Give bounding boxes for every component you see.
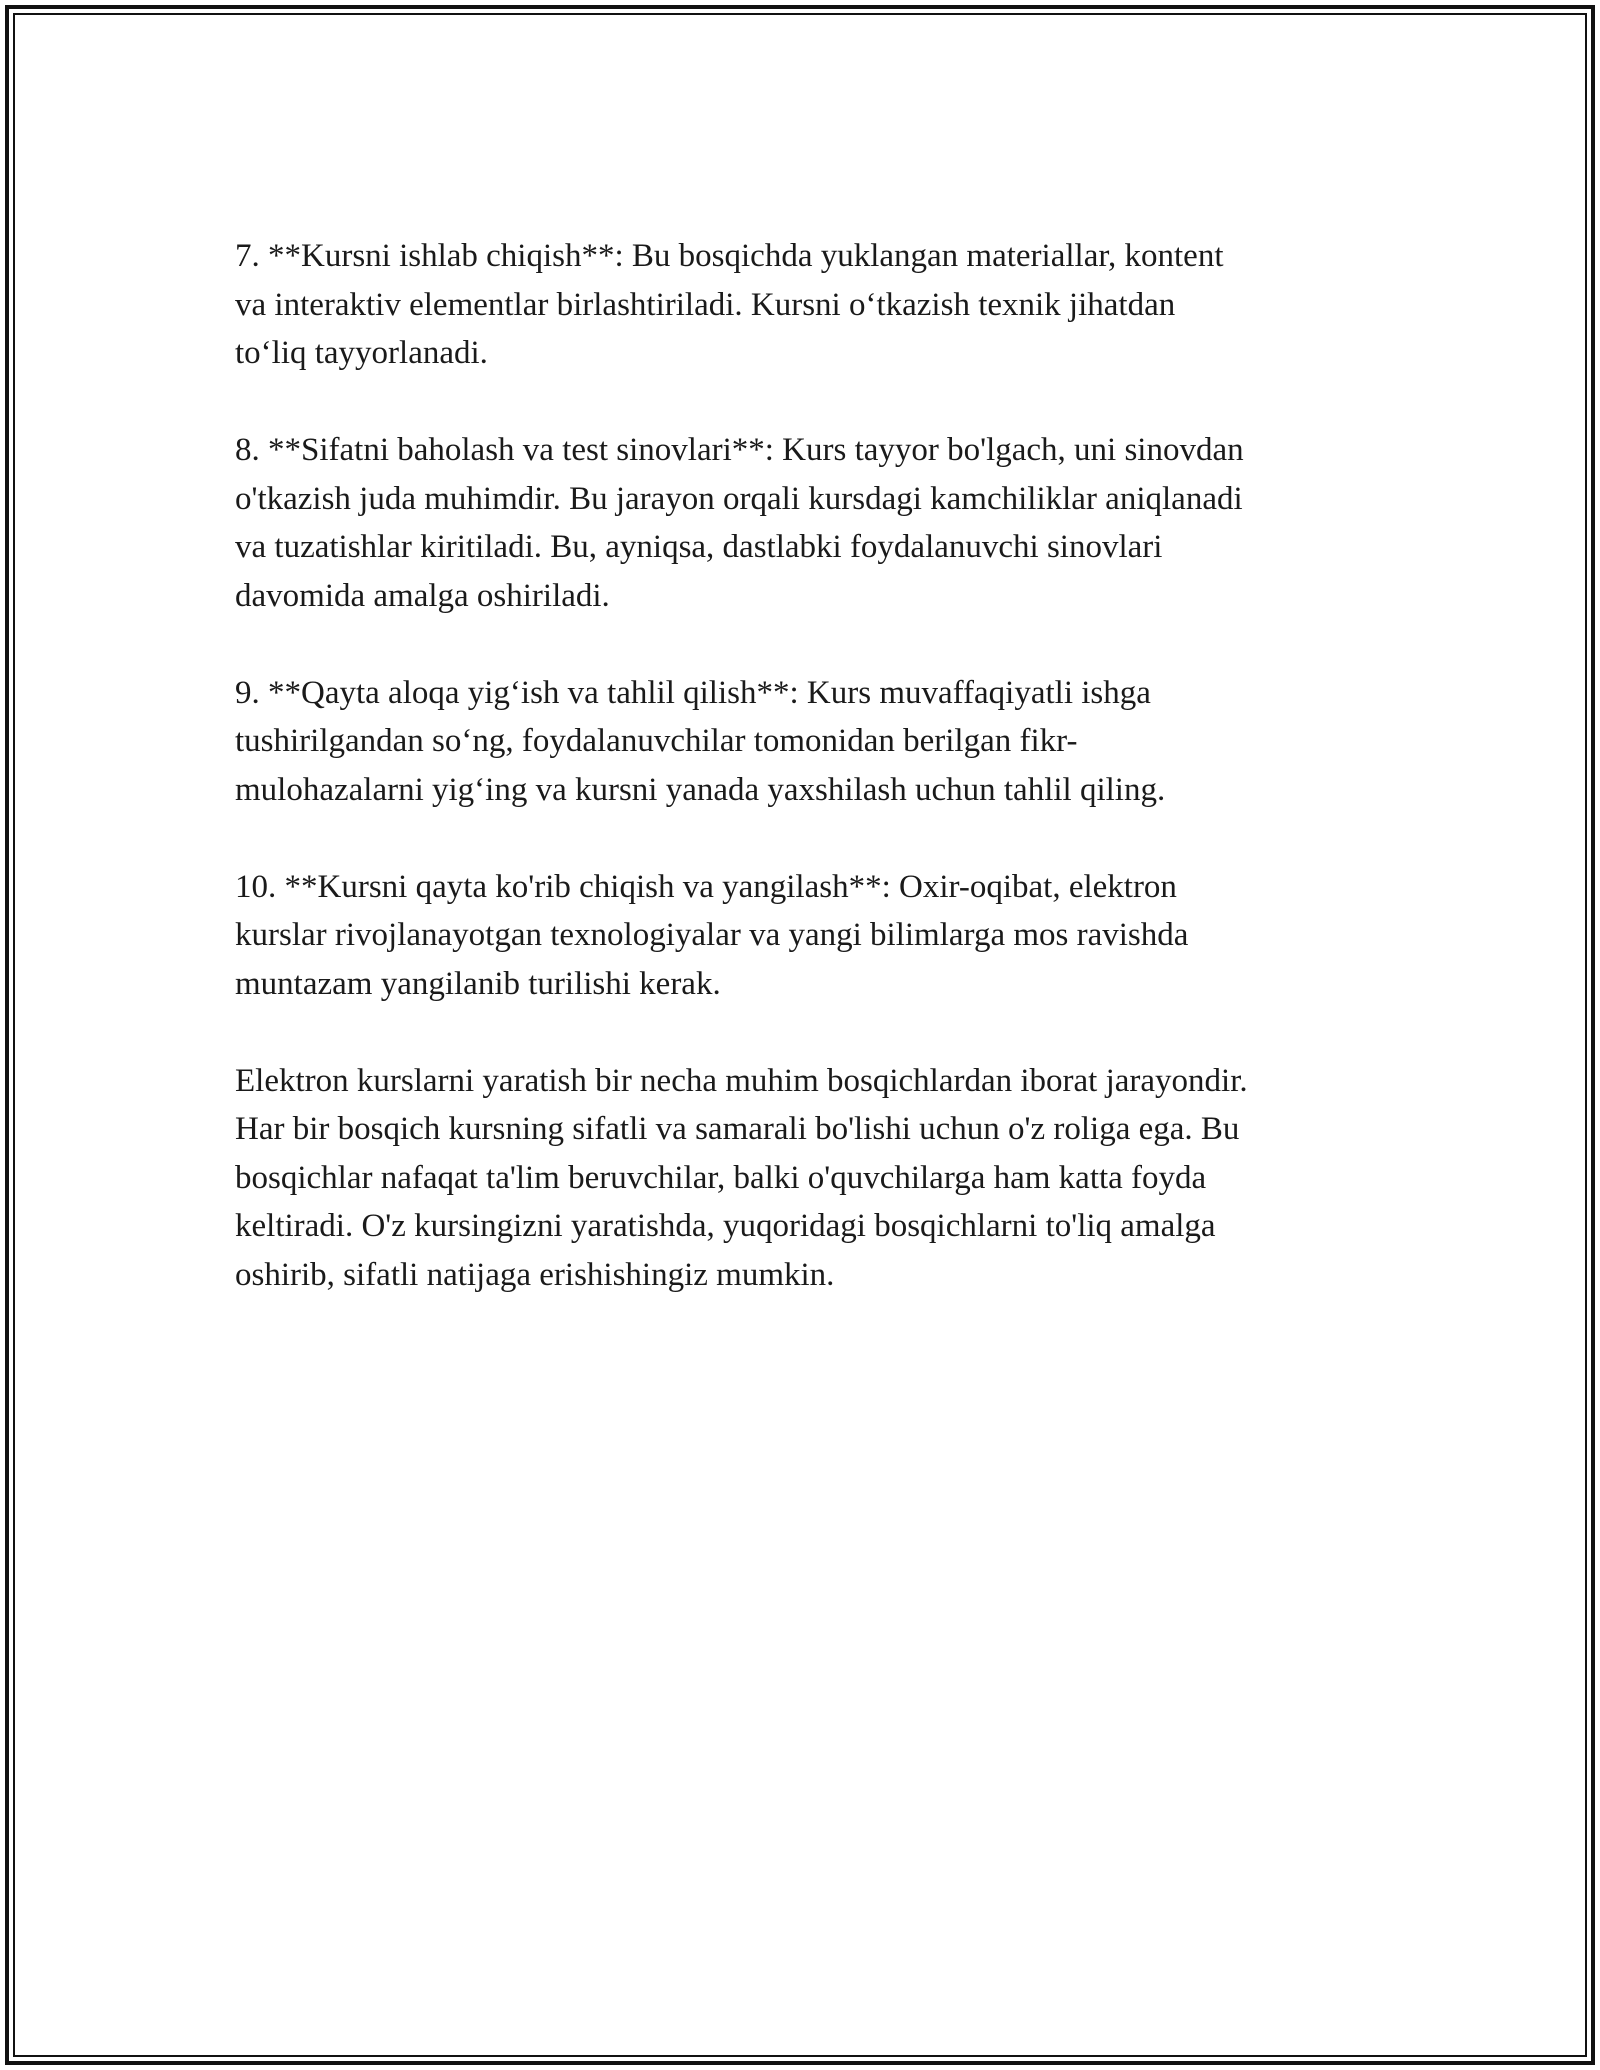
- paragraph-step-10: [235, 863, 1385, 1009]
- text-line: Har bir bosqich kursning sifatli va samarali bo'lishi uchun o'z roliga ega. Bu: [235, 1111, 1240, 1147]
- text-line: 10. **Kursni qayta ko'rib chiqish va yangilash**: Oxir-oqibat, elektron: [235, 868, 1177, 905]
- text-line: o'tkazish juda muhimdir. Bu jarayon orqali kursdagi kamchiliklar aniqlanadi: [235, 480, 1243, 517]
- text-line: 7. **Kursni ishlab chiqish**: Bu bosqichda yuklangan materiallar, kontent: [235, 238, 1224, 274]
- text-line: to‘liq tayyorlanadi.: [235, 335, 488, 371]
- text-line: oshirib, sifatli natijaga erishishingiz mumkin.: [235, 1256, 835, 1293]
- paragraph-conclusion: [235, 1057, 1385, 1300]
- text-line: Elektron kurslarni yaratish bir necha muhim bosqichlardan iborat jarayondir.: [235, 1062, 1248, 1099]
- text-line: tushirilgandan so‘ng, foydalanuvchilar tomonidan berilgan fikr-: [235, 723, 1078, 759]
- paragraph-step-7: [235, 232, 1385, 378]
- text-line: kurslar rivojlanayotgan texnologiyalar va yangi bilimlarga mos ravishda: [235, 917, 1189, 953]
- document-body: [235, 232, 1385, 1348]
- text-line: bosqichlar nafaqat ta'lim beruvchilar, balki o'quvchilarga ham katta foyda: [235, 1159, 1207, 1196]
- paragraph-step-8: [235, 426, 1385, 620]
- text-line: muntazam yangilanib turilishi kerak.: [235, 965, 721, 1002]
- text-line: 8. **Sifatni baholash va test sinovlari**: Kurs tayyor bo'lgach, uni sinovdan: [235, 432, 1244, 468]
- text-line: mulohazalarni yig‘ing va kursni yanada yaxshilash uchun tahlil qiling.: [235, 771, 1166, 808]
- text-line: 9. **Qayta aloqa yig‘ish va tahlil qilish**: Kurs muvaffaqiyatli ishga: [235, 674, 1151, 711]
- paragraph-step-9: [235, 669, 1385, 815]
- text-line: keltiradi. O'z kursingizni yaratishda, yuqoridagi bosqichlarni to'liq amalga: [235, 1208, 1216, 1244]
- text-line: va interaktiv elementlar birlashtiriladi. Kursni o‘tkazish texnik jihatdan: [235, 286, 1176, 323]
- text-line: va tuzatishlar kiritiladi. Bu, ayniqsa, dastlabki foydalanuvchi sinovlari: [235, 529, 1163, 565]
- text-line: davomida amalga oshiriladi.: [235, 577, 610, 614]
